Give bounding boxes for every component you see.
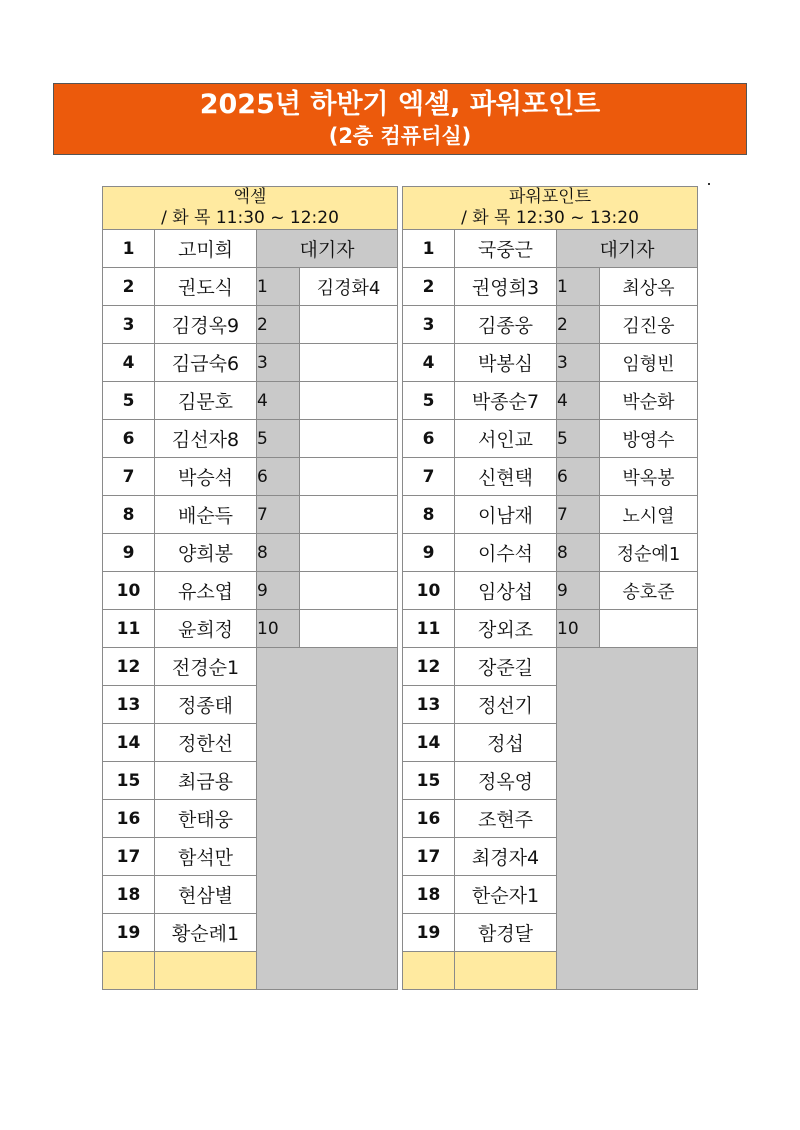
student-name: 박종순7	[455, 382, 557, 420]
table-row	[403, 230, 698, 268]
student-number: 14	[103, 724, 155, 762]
student-name: 신현택	[455, 458, 557, 496]
student-name: 정한선	[155, 724, 257, 762]
waitlist-name	[300, 572, 398, 610]
student-number: 8	[403, 496, 455, 534]
title-banner	[53, 83, 747, 155]
waitlist-label: 대기자	[257, 230, 398, 268]
table-row	[403, 648, 698, 686]
waitlist-name	[300, 458, 398, 496]
waitlist-number: 2	[557, 306, 600, 344]
waitlist-number: 8	[557, 534, 600, 572]
waitlist-name	[600, 610, 698, 648]
blank-name-cell	[155, 952, 257, 990]
waitlist-name	[300, 344, 398, 382]
student-name: 최경자4	[455, 838, 557, 876]
student-name: 김경옥9	[155, 306, 257, 344]
student-name: 전경순1	[155, 648, 257, 686]
table-row	[103, 610, 398, 648]
student-number: 11	[103, 610, 155, 648]
student-number: 17	[403, 838, 455, 876]
student-name: 윤희정	[155, 610, 257, 648]
waitlist-number: 4	[557, 382, 600, 420]
waitlist-number: 10	[257, 610, 300, 648]
student-name: 현삼별	[155, 876, 257, 914]
waitlist-number: 2	[257, 306, 300, 344]
waitlist-number: 5	[557, 420, 600, 458]
waitlist-name: 박순화	[600, 382, 698, 420]
waitlist-empty-area	[557, 648, 698, 990]
table-row	[103, 496, 398, 534]
student-name: 서인교	[455, 420, 557, 458]
waitlist-number: 1	[557, 268, 600, 306]
student-number: 10	[103, 572, 155, 610]
student-number: 15	[403, 762, 455, 800]
student-name: 김문호	[155, 382, 257, 420]
table-row	[103, 648, 398, 686]
waitlist-name: 방영수	[600, 420, 698, 458]
student-name: 김선자8	[155, 420, 257, 458]
student-name: 김금숙6	[155, 344, 257, 382]
class-schedule: / 화 목 11:30 ~ 12:20	[161, 208, 339, 228]
waitlist-name: 임형빈	[600, 344, 698, 382]
waitlist-name: 김경화4	[300, 268, 398, 306]
student-number: 2	[403, 268, 455, 306]
class-header	[103, 187, 398, 230]
student-number: 14	[403, 724, 455, 762]
waitlist-number: 5	[257, 420, 300, 458]
waitlist-number: 7	[257, 496, 300, 534]
table-row	[403, 534, 698, 572]
student-name: 고미희	[155, 230, 257, 268]
waitlist-number: 4	[257, 382, 300, 420]
student-name: 장외조	[455, 610, 557, 648]
waitlist-name	[300, 534, 398, 572]
table-row	[403, 420, 698, 458]
student-number: 18	[103, 876, 155, 914]
waitlist-number: 9	[557, 572, 600, 610]
student-name: 박승석	[155, 458, 257, 496]
student-name: 조현주	[455, 800, 557, 838]
blank-number-cell	[403, 952, 455, 990]
waitlist-name	[300, 382, 398, 420]
student-name: 유소엽	[155, 572, 257, 610]
student-number: 4	[403, 344, 455, 382]
waitlist-number: 3	[257, 344, 300, 382]
waitlist-number: 6	[557, 458, 600, 496]
waitlist-number: 6	[257, 458, 300, 496]
table-row	[403, 572, 698, 610]
student-name: 이수석	[455, 534, 557, 572]
table-row	[103, 382, 398, 420]
waitlist-number: 7	[557, 496, 600, 534]
student-number: 13	[103, 686, 155, 724]
table-row	[403, 496, 698, 534]
student-number: 1	[403, 230, 455, 268]
student-name: 정옥영	[455, 762, 557, 800]
student-number: 15	[103, 762, 155, 800]
student-number: 17	[103, 838, 155, 876]
student-number: 12	[403, 648, 455, 686]
student-name: 함경달	[455, 914, 557, 952]
table-row	[103, 458, 398, 496]
student-number: 12	[103, 648, 155, 686]
waitlist-name: 최상옥	[600, 268, 698, 306]
page-subtitle: (2층 컴퓨터실)	[328, 124, 472, 148]
student-number: 13	[403, 686, 455, 724]
class-title: 엑셀	[233, 187, 267, 207]
waitlist-name	[300, 420, 398, 458]
student-name: 임상섭	[455, 572, 557, 610]
student-name: 박봉심	[455, 344, 557, 382]
table-row	[403, 458, 698, 496]
table-row	[403, 344, 698, 382]
excel-schedule-table	[102, 186, 398, 990]
student-name: 이남재	[455, 496, 557, 534]
waitlist-name: 박옥봉	[600, 458, 698, 496]
student-number: 4	[103, 344, 155, 382]
student-number: 10	[403, 572, 455, 610]
waitlist-number: 8	[257, 534, 300, 572]
waitlist-name: 정순예1	[600, 534, 698, 572]
waitlist-label: 대기자	[557, 230, 698, 268]
table-row	[403, 382, 698, 420]
student-name: 정선기	[455, 686, 557, 724]
waitlist-number: 10	[557, 610, 600, 648]
waitlist-name	[300, 610, 398, 648]
class-title: 파워포인트	[508, 187, 592, 207]
waitlist-name: 노시열	[600, 496, 698, 534]
waitlist-number: 3	[557, 344, 600, 382]
table-row	[103, 534, 398, 572]
student-name: 장준길	[455, 648, 557, 686]
waitlist-name: 송호준	[600, 572, 698, 610]
student-name: 국중근	[455, 230, 557, 268]
waitlist-number: 9	[257, 572, 300, 610]
table-header-row	[403, 187, 698, 230]
page-title: 2025년 하반기 엑셀, 파워포인트	[199, 89, 601, 120]
blank-name-cell	[455, 952, 557, 990]
student-number: 7	[403, 458, 455, 496]
student-number: 9	[103, 534, 155, 572]
student-number: 5	[103, 382, 155, 420]
student-number: 5	[403, 382, 455, 420]
waitlist-name	[300, 496, 398, 534]
student-name: 양희봉	[155, 534, 257, 572]
student-number: 7	[103, 458, 155, 496]
table-row	[103, 268, 398, 306]
student-number: 6	[403, 420, 455, 458]
waitlist-number: 1	[257, 268, 300, 306]
student-name: 권도식	[155, 268, 257, 306]
table-row	[103, 230, 398, 268]
student-number: 1	[103, 230, 155, 268]
blank-number-cell	[103, 952, 155, 990]
student-name: 함석만	[155, 838, 257, 876]
student-number: 16	[103, 800, 155, 838]
table-row	[103, 306, 398, 344]
student-number: 19	[103, 914, 155, 952]
table-row	[103, 344, 398, 382]
student-number: 3	[403, 306, 455, 344]
student-number: 8	[103, 496, 155, 534]
student-number: 11	[403, 610, 455, 648]
table-row	[403, 610, 698, 648]
student-name: 한태웅	[155, 800, 257, 838]
student-name: 배순득	[155, 496, 257, 534]
waitlist-name	[300, 306, 398, 344]
student-number: 19	[403, 914, 455, 952]
student-number: 2	[103, 268, 155, 306]
student-name: 정종태	[155, 686, 257, 724]
table-row	[103, 572, 398, 610]
student-name: 김종웅	[455, 306, 557, 344]
student-number: 3	[103, 306, 155, 344]
powerpoint-schedule-table	[402, 186, 698, 990]
student-number: 6	[103, 420, 155, 458]
student-name: 정섭	[455, 724, 557, 762]
table-row	[403, 306, 698, 344]
student-name: 한순자1	[455, 876, 557, 914]
stray-dot	[708, 183, 710, 185]
waitlist-name: 김진웅	[600, 306, 698, 344]
class-header	[403, 187, 698, 230]
student-name: 최금용	[155, 762, 257, 800]
student-number: 18	[403, 876, 455, 914]
table-row	[403, 268, 698, 306]
table-row	[103, 420, 398, 458]
table-header-row	[103, 187, 398, 230]
student-number: 16	[403, 800, 455, 838]
waitlist-empty-area	[257, 648, 398, 990]
class-schedule: / 화 목 12:30 ~ 13:20	[461, 208, 639, 228]
student-name: 권영희3	[455, 268, 557, 306]
student-name: 황순례1	[155, 914, 257, 952]
student-number: 9	[403, 534, 455, 572]
